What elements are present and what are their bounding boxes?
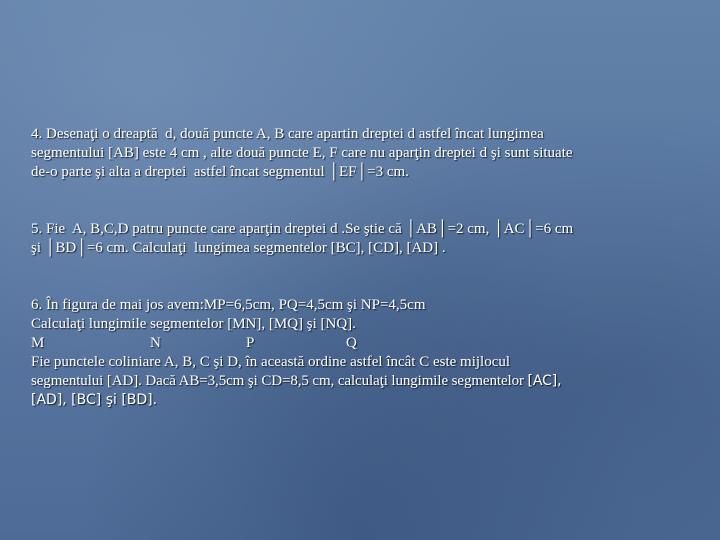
problem-5-line-1: 5. Fie A, B,C,D patru puncte care aparţin dreptei d .Se ştie că │AB│=2 cm, │AC│=6 cm: [31, 221, 574, 237]
problem-6: [31, 296, 691, 410]
problem-4: [31, 125, 691, 182]
problem-4-line-3: de-o parte şi alta a dreptei astfel încat segmentul │EF│=3 cm.: [31, 164, 409, 180]
point-label-n: N: [150, 335, 161, 351]
slide-content: [31, 125, 691, 410]
problem-6-line-5-text: segmentului [AD]. Dacă AB=3,5cm şi CD=8,5 cm, calculaţi lungimile segmentelor: [31, 373, 528, 389]
problem-6-line-6: [AD], [BC] şi [BD].: [31, 392, 158, 408]
problem-6-line-2: Calculaţi lungimile segmentelor [MN], [MQ] şi [NQ].: [31, 316, 356, 332]
problem-6-line-5: [31, 372, 691, 391]
problem-4-line-1: 4. Desenaţi o dreaptă d, două puncte A, B care apartin dreptei d astfel încat lungimea: [31, 126, 544, 142]
paragraph-spacer: [31, 182, 691, 220]
point-label-p: P: [246, 335, 255, 351]
paragraph-spacer: [31, 258, 691, 296]
problem-5-line-2: şi │BD│=6 cm. Calculaţi lungimea segmentelor [BC], [CD], [AD] .: [31, 240, 446, 256]
point-label-m: M: [31, 335, 45, 351]
problem-4-line-2: segmentului [AB] este 4 cm , alte două puncte E, F care nu aparţin dreptei d şi sunt situate: [31, 145, 573, 161]
point-labels: [31, 334, 691, 353]
point-label-q: Q: [346, 335, 357, 351]
problem-6-line-1: 6. În figura de mai jos avem:MP=6,5cm, PQ=4,5cm şi NP=4,5cm: [31, 297, 426, 313]
problem-6-line-5-segment: [AC],: [527, 373, 562, 389]
problem-6-line-4: Fie punctele coliniare A, B, C şi D, în această ordine astfel încât C este mijlocul: [31, 354, 511, 370]
problem-5: [31, 220, 691, 258]
